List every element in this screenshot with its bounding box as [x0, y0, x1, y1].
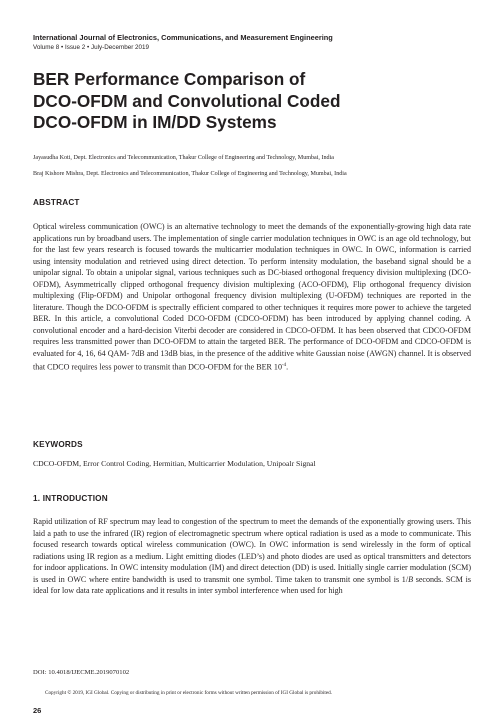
abstract-body [33, 221, 471, 373]
abstract-text: Optical wireless communication (OWC) is an alternative technology to meet the demands of the exponentially-growing high data rate applications run by broadband users. The implementation of single carrier modulation techniques in OWC is an age old technology, but for the last few years research is focused towards the multicarrier modulation techniques in OWC. In OWC, information is carried using intensity modulation and retrieved using direct detection. To perform intensity modulation, the baseband signal should be a unipolar signal. To obtain a unipolar signal, various techniques such as DC-biased orthogonal frequency division multiplexing (DCO-OFDM), Asymmetrically clipped orthogonal frequency division multiplexing (ACO-OFDM), Flip orthogonal frequency division multiplexing (Flip-OFDM) and Unipolar orthogonal frequency division multiplexing (U-OFDM) techniques are reported in the literature. Though the DCO-OFDM is spectrally efficient compared to other techniques it requires more power to achieve the targeted BER. In this article, a convolutional Coded DCO-OFDM (CDCO-OFDM) has been introduced by applying channel coding. A convolutional encoder and a hard-decision Viterbi decoder are considered in CDCO-OFDM. It has been observed that CDCO-OFDM requires less transmitted power than DCO-OFDM to attain the targeted BER. The performance of DCO-OFDM and CDCO-OFDM is evaluated for 4, 16, 64 QAM- 7dB and 13dB bias, in the presence of the additive white Gaussian noise (AWGN) channel. It is observed that CDCO requires less power to transmit than DCO-OFDM for the BER 10 [33, 222, 471, 372]
journal-name: International Journal of Electronics, Communications, and Measurement Engineering [33, 33, 333, 42]
copyright-notice: Copyright © 2019, IGI Global. Copying or distributing in print or electronic forms without written permission of IGI Global is prohibited. [45, 690, 333, 696]
bandwidth-symbol: B [408, 574, 413, 584]
introduction-text-2: seconds. SCM is ideal for low data rate applications and it results in inter symbol interference when used for high [33, 574, 471, 596]
introduction-text-1: Rapid utilization of RF spectrum may lead to congestion of the spectrum to meet the demands of the exponentially growing users. This laid a path to use the infrared (IR) region of electromagnetic spectrum where optical radiation is used as a mode to communicate. This focused research towards optical wireless communication (OWC). In OWC information is send wirelessly in the form of optical radiations using IR region as a medium. Light emitting diodes (LED’s) and photo diodes are used as optical transmitters and detectors for indoor applications. In OWC intensity modulation (IM) and direct detection (DD) is used. Initially single carrier modulation (SCM) is used in OWC where entire bandwidth is used to transmit one symbol. Time taken to transmit one symbol is 1/ [33, 517, 471, 584]
page-number: 26 [33, 706, 42, 715]
abstract-exponent: -4 [281, 362, 287, 368]
title-line-1: BER Performance Comparison of [33, 69, 306, 89]
keywords-text: CDCO-OFDM, Error Control Coding, Hermitian, Multicarrier Modulation, Unipoalr Signal [33, 459, 316, 468]
title-line-2: DCO-OFDM and Convolutional Coded [33, 90, 341, 111]
abstract-tail: . [286, 362, 289, 372]
volume-issue: Volume 8 • Issue 2 • July-December 2019 [33, 44, 150, 51]
introduction-body [33, 516, 471, 597]
title-line-3: DCO-OFDM in IM/DD Systems [33, 112, 277, 132]
author-1: Jayasudha Koti, Dept. Electronics and Telecommunication, Thakur College of Engineering and Technology, Mumbai, India [33, 155, 334, 161]
author-2: Braj Kishore Mishra, Dept. Electronics and Telecommunication, Thakur College of Engineering and Technology, Mumbai, India [33, 171, 347, 177]
introduction-heading: 1. INTRODUCTION [33, 494, 108, 503]
article-title [33, 69, 473, 134]
doi: DOI: 10.4018/IJECME.2019070102 [33, 669, 130, 676]
keywords-heading: KEYWORDS [33, 440, 83, 449]
abstract-heading: ABSTRACT [33, 198, 80, 207]
